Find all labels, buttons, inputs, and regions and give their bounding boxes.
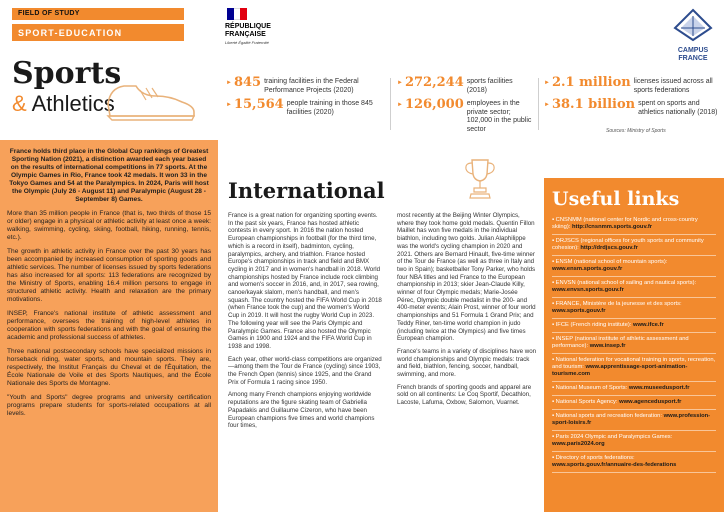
link-bullet-icon: ▪: [552, 238, 556, 244]
stats-source: Sources: Ministry of Sports: [606, 128, 666, 134]
stat-number: 272,244: [404, 75, 464, 90]
campus-france-logo: [668, 8, 718, 63]
republique-name: RÉPUBLIQUE FRANÇAISE: [225, 23, 271, 38]
link-url[interactable]: www.envsn.sports.gouv.fr: [552, 287, 624, 293]
stat-item: [544, 76, 720, 95]
useful-link-item: [552, 238, 716, 256]
useful-link-item: [552, 385, 716, 396]
field-of-study-badge: FIELD OF STUDY: [12, 8, 184, 20]
campus-france-text: CAMPUS FRANCE: [677, 47, 709, 62]
link-url[interactable]: www.ifce.fr: [633, 322, 664, 328]
stat-description: sports facilities (2018): [466, 78, 513, 94]
useful-links-panel: [544, 178, 724, 512]
link-label: Paris 2024 Olympic and Paralympics Games:: [555, 434, 673, 440]
bullet-icon: ►: [397, 102, 403, 108]
intro-paragraph: INSEP, France's national institute of athletic assessment and performance, oversees the training of high-level athletes in cooperation with sports federations and with the goal of ensuring the academic and professional success of athletes.: [7, 310, 211, 341]
link-bullet-icon: ▪: [552, 399, 556, 405]
international-paragraph: French brands of sporting goods and apparel are sold on all continents: Le Coq Sportif, Decathlon, Lacoste, Lafuma, Oxbow, Salomon, Vuarnet.: [397, 383, 532, 407]
stat-description: licenses issued across all sports federations: [633, 78, 713, 94]
international-paragraph: most recently at the Beijing Winter Olympics, where they took home gold medals. Quentin Fillon Maillet has won five medals in the individual biathlon, including two golds. Julian Alaphilippe was the world's cycling champion in 2020 and 2021. Others are Bernard Hinault, five-time winner of the Tour de France (as well as three in Italy and two in Spain); basketballer Tony Parker, who holds four NBA titles and led France to the European championship in 2013; skier Jean-Claude Killy, winner of four Olympic medals; Marie-Josée Pérec, Olympic double medalist in the 200- and 400-meter events; Alain Prost, winner of four world championships and 51 Formula 1 Grand Prix; and Teddy Riner, ten-time world champion in judo (including twice at the Olympics) and five times European champion.: [397, 212, 536, 343]
republique-francaise-logo: [225, 8, 285, 46]
page-title: Sports: [12, 56, 122, 91]
link-bullet-icon: ▪: [552, 280, 556, 286]
running-shoe-icon: [100, 66, 200, 126]
link-bullet-icon: ▪: [552, 301, 556, 307]
link-url[interactable]: www.ensm.sports.gouv.fr: [552, 266, 623, 272]
international-heading: International: [228, 178, 385, 203]
link-label: National Sports Agency:: [555, 399, 620, 405]
intro-panel: [0, 140, 218, 512]
link-bullet-icon: ▪: [552, 336, 556, 342]
useful-link-item: [552, 357, 716, 382]
link-url[interactable]: www.paris2024.org: [552, 441, 605, 447]
international-paragraph: Among many French champions enjoying worldwide reputations are the figure skating team of Gabriella Papadakis and Guillaume Cizeron, who have been European champions five times and world champions four times,: [228, 391, 375, 430]
intro-paragraph: More than 35 million people in France (that is, two thirds of those 15 or older) engage in a physical or athletic activity at least once a week: walking, swimming, cycling, skiing, football, hiking, running, tennis, etc.).: [7, 210, 211, 241]
stat-item: [397, 98, 533, 134]
link-url[interactable]: http://cnsnmm.sports.gouv.fr: [571, 224, 653, 230]
intro-paragraph: Three national postsecondary schools have specialized missions in horseback riding, water sports, and mountain sports. They are, respectively, the Institut Français du Cheval et de l'Équitation, the École Nationale de Voile et des Sports Nautiques, and the École Nationale des Sports de Montagne.: [7, 348, 211, 387]
trophy-icon: [462, 156, 498, 200]
marianne-flag-icon: [227, 8, 247, 20]
international-paragraph: France's teams in a variety of disciplines have won world championships and Olympic medals: track and field, biathlon, fencing, soccer, handball, swimming, and more.: [397, 347, 537, 379]
international-paragraph: Each year, other world-class competitions are organized—among them the Tour de France (cycling) since 1903, the French Open (tennis) since 1925, and the Grand Prix of Formula 1 racing since 1950.: [228, 355, 382, 386]
useful-link-item: [552, 217, 716, 235]
stats-column-1: [226, 76, 384, 120]
link-url[interactable]: www.sports.gouv.fr: [552, 308, 606, 314]
useful-link-item: [552, 455, 716, 473]
stat-description: training facilities in the Federal Performance Projects (2020): [264, 78, 359, 94]
link-label: CNSNMM (national center for Nordic and cross-country skiing):: [552, 217, 698, 230]
stat-description: employees in the private sector; 102,000 in the public sector: [466, 100, 532, 133]
useful-link-item: [552, 259, 716, 277]
stat-number: 126,000: [404, 97, 464, 112]
bullet-icon: ►: [226, 102, 232, 108]
stat-description: spent on sports and athletics nationally (2018): [638, 100, 718, 116]
link-label: IFCE (French riding institute):: [555, 322, 633, 328]
international-column-2: [397, 212, 537, 412]
link-url[interactable]: http://drdjscs.gouv.fr: [580, 245, 638, 251]
international-paragraph: France is a great nation for organizing sporting events. In the past six years, France has hosted athletic contests in every sport. In 2016 the nation hosted European championships in football (for the third time, which is a record in itself), badminton, cycling, paralympics, archery, and triathlon. France hosted Europe's championships in track and field and BMX cycling in 2017 and in women's handball in 2018. World championships hosted by France include rock climbing and women's soccer in 2016, and, in 2017, sea rowing, canoe/kayak slalom, men's handball, and men's squash. The country hosted the FIFA World Cup in 2018 (when France took the cup) and the women's World Cup in 2019. It will host the rugby World Cup in 2023. The following year will see the Paris Olympic and Paralympic Games. France also hosted the Olympic Games in 1900 and 1924 and the FIFA World Cup in 1938 and 1998.: [228, 212, 382, 350]
intro-paragraph: The growth in athletic activity in France over the past 30 years has been accompanied by increased consumption of sporting goods and athletic services. The number of licenses issued by sports federations has also increased for all sports: 113 federations are recognized by the Ministry of Sports, enabling 16.4 million persons to engage in structured athletic activity. Health and relaxation are the primary motivations.: [7, 248, 211, 303]
link-bullet-icon: ▪: [552, 217, 556, 223]
bullet-icon: ►: [544, 80, 550, 86]
stat-item: [544, 98, 720, 117]
republique-motto: Liberté Égalité Fraternité: [225, 40, 269, 45]
title-sub-text: Athletics: [26, 91, 115, 116]
link-label: National federation for vocational training in sports, recreation, and tourism:: [552, 357, 716, 370]
section-badge: SPORT-EDUCATION: [12, 24, 184, 41]
stat-item: [397, 76, 533, 95]
link-label: ENSM (national school of mountain sports):: [555, 259, 668, 265]
link-label: Directory of sports federations:: [555, 455, 635, 461]
link-label: ENVSN (national school of sailing and nautical sports):: [555, 280, 697, 286]
link-bullet-icon: ▪: [552, 322, 556, 328]
link-label: INSEP (national institute of athletic assessment and performance):: [552, 336, 689, 349]
intro-lead: France holds third place in the Global Cup rankings of Greatest Sporting Nation (2021), a distinction awarded each year based on the results of international competitions in 77 sports. At the Olympic Games in Rio, France took 42 medals. It won 33 in the Tokyo Games and 54 at the Paralympics. In 2024, Paris will host the Olympic (July 26 - August 11) and Paralympic (August 28 - September 8) Games.: [9, 148, 209, 203]
link-bullet-icon: ▪: [552, 434, 556, 440]
useful-links-list: [552, 217, 716, 473]
useful-link-item: [552, 434, 716, 452]
stats-divider: [390, 78, 391, 130]
title-ampersand: &: [12, 91, 27, 116]
stats-column-2: [397, 76, 533, 137]
stat-item: [226, 98, 384, 117]
stat-number: 15,564: [233, 97, 284, 112]
useful-link-item: [552, 322, 716, 333]
link-bullet-icon: ▪: [552, 259, 556, 265]
campus-france-logo-icon: [673, 8, 713, 42]
link-label: FRANCE, Ministère de la jeunesse et des sports:: [555, 301, 682, 307]
stat-description: people training in those 845 facilities (2020): [286, 100, 373, 116]
link-url[interactable]: www.sports.gouv.fr/annuaire-des-federations: [552, 462, 677, 468]
bullet-icon: ►: [226, 80, 232, 86]
link-url[interactable]: www.agencedusport.fr: [619, 399, 682, 405]
international-column-1: [228, 212, 382, 435]
link-bullet-icon: ▪: [552, 357, 556, 363]
link-url[interactable]: www.profession-sport-loisirs.fr: [552, 413, 711, 426]
useful-link-item: [552, 301, 716, 319]
stats-divider: [538, 78, 539, 130]
stat-number: 845: [233, 75, 262, 90]
link-label: National Museum of Sports:: [555, 385, 629, 391]
stat-number: 38.1 billion: [551, 97, 636, 112]
useful-link-item: [552, 280, 716, 298]
link-bullet-icon: ▪: [552, 413, 556, 419]
stat-number: 2.1 million: [551, 75, 631, 90]
link-label: National sports and recreation federation:: [555, 413, 664, 419]
stats-column-3: [544, 76, 720, 120]
stat-item: [226, 76, 384, 95]
link-label: DRJSCS (regional offices for youth sports and community cohesion):: [552, 238, 704, 251]
useful-link-item: [552, 336, 716, 354]
link-bullet-icon: ▪: [552, 455, 556, 461]
link-bullet-icon: ▪: [552, 385, 556, 391]
bullet-icon: ►: [544, 102, 550, 108]
useful-link-item: [552, 399, 716, 410]
link-url[interactable]: www.insep.fr: [589, 343, 626, 349]
useful-links-heading: Useful links: [552, 188, 680, 210]
intro-paragraph: "Youth and Sports" degree programs and university certification programs prepare students for sports-related occupations at all levels.: [7, 394, 211, 417]
useful-link-item: [552, 413, 716, 431]
link-url[interactable]: www.museedusport.fr: [628, 385, 690, 391]
bullet-icon: ►: [397, 80, 403, 86]
link-url[interactable]: www.apprentissage-sport-animation-tourisme.com: [552, 364, 688, 377]
